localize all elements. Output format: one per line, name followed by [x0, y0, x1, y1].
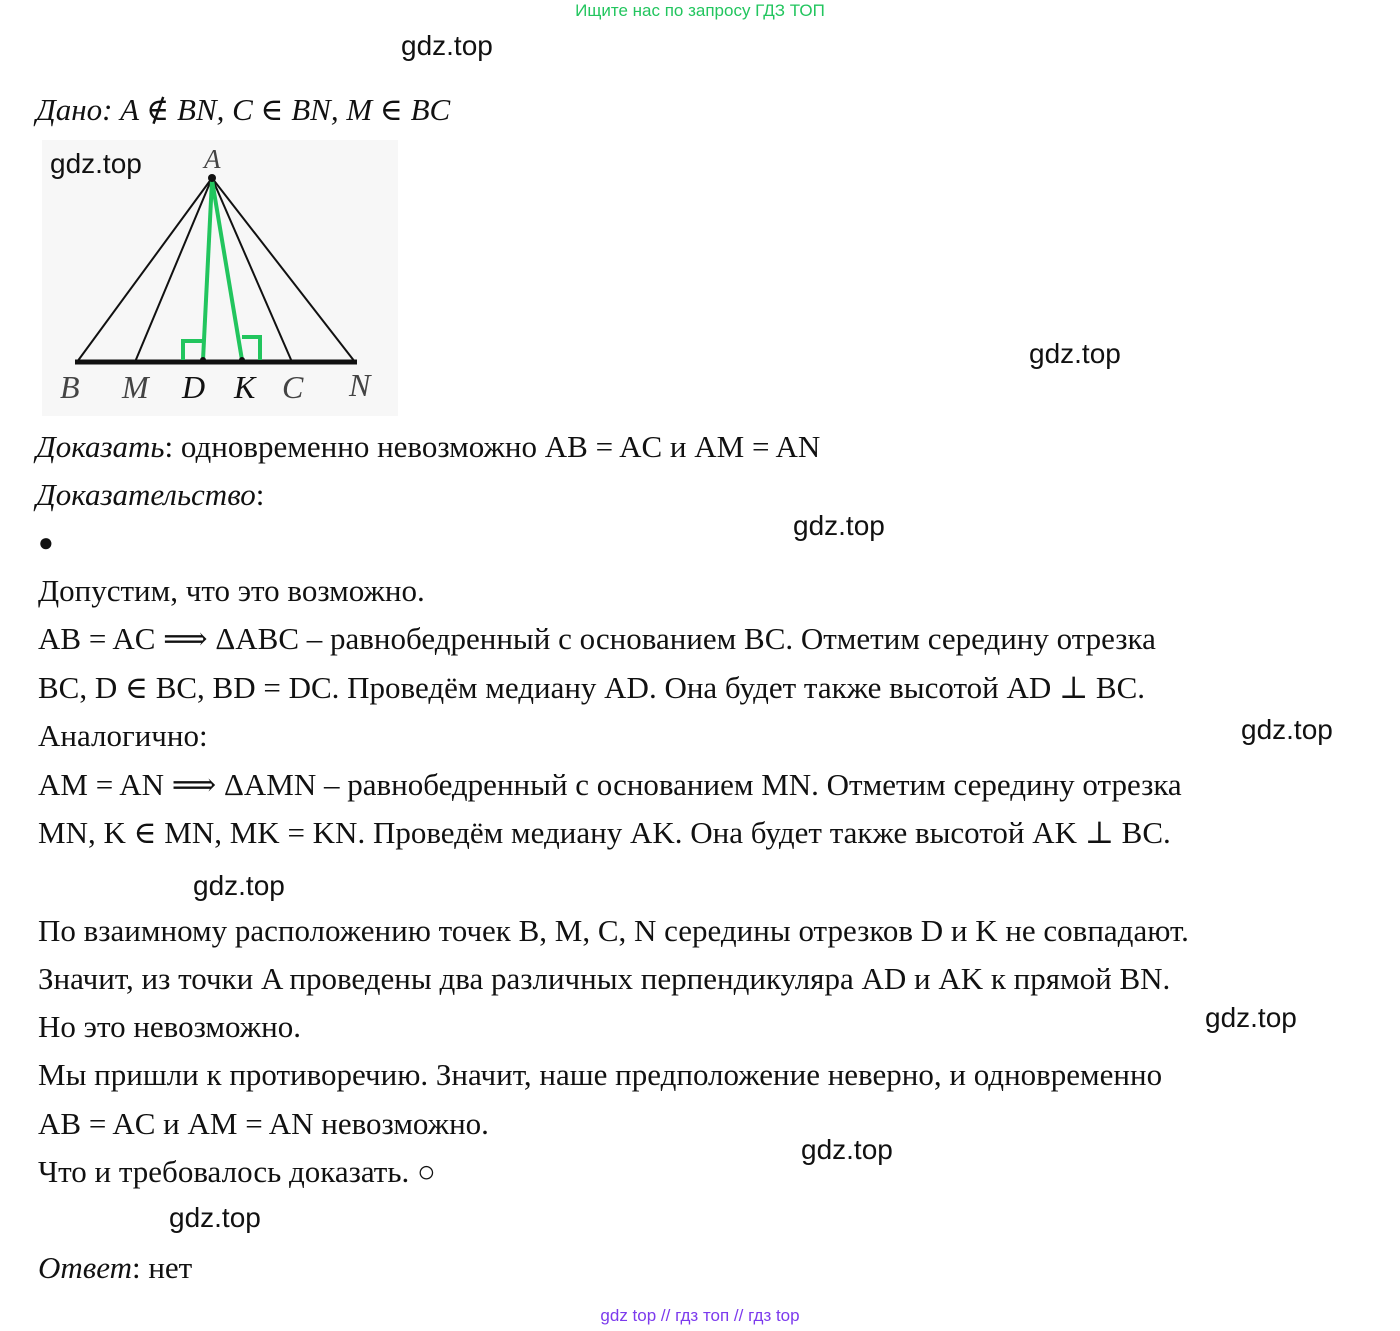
point-d — [200, 357, 206, 363]
right-angle-mark-k — [242, 337, 260, 360]
watermark: gdz.top — [50, 148, 142, 179]
bullet: ● — [38, 528, 54, 557]
segment-ab — [77, 178, 212, 362]
proof-line: BC, D ∈ BC, BD = DC. Проведём медиану AD. Она будет также высотой AD ⊥ BC. — [38, 670, 1145, 705]
prove-text: : одновременно невозможно AB = AC и AM = AN — [164, 429, 821, 464]
label-m: M — [122, 369, 149, 405]
header-banner: Ищите нас по запросу ГДЗ ТОП — [575, 1, 825, 20]
label-b: B — [60, 369, 80, 405]
proof-line: По взаимному расположению точек B, M, C, N середины отрезков D и K не совпадают. — [38, 913, 1189, 948]
median-ad — [203, 180, 212, 360]
median-ak — [212, 180, 242, 360]
watermark: gdz.top — [801, 1134, 893, 1165]
answer-text: : нет — [131, 1250, 193, 1285]
given-label: Дано — [36, 92, 103, 127]
watermark: gdz.top — [193, 870, 285, 901]
segment-an — [212, 178, 355, 362]
watermark: gdz.top — [169, 1202, 261, 1233]
prove-label: Доказать — [36, 429, 165, 464]
proof-line: Что и требовалось доказать. ○ — [38, 1154, 436, 1189]
answer-line — [38, 1250, 192, 1286]
proof-line: MN, K ∈ MN, MK = KN. Проведём медиану AK. Она будет также высотой AK ⊥ BC. — [38, 815, 1171, 850]
proof-line: Допустим, что это возможно. — [38, 573, 425, 608]
geometry-figure — [42, 140, 398, 416]
proof-line: Но это невозможно. — [38, 1009, 302, 1044]
watermark: gdz.top — [1029, 338, 1121, 369]
proof-heading — [36, 477, 264, 513]
proof-line: AM = AN ⟹ ΔAMN – равнобедренный с основанием MN. Отметим середину отрезка — [38, 767, 1182, 802]
watermark: gdz.top — [1241, 714, 1333, 745]
point-a — [208, 174, 216, 182]
watermark: gdz.top — [793, 510, 885, 541]
given-line — [36, 92, 450, 128]
watermark: gdz.top — [401, 30, 493, 61]
label-d: D — [182, 369, 206, 405]
proof-line: Аналогично: — [38, 718, 208, 753]
label-k: K — [234, 369, 256, 405]
figure-svg — [42, 140, 398, 416]
segment-ac — [212, 178, 292, 362]
prove-line — [36, 429, 820, 465]
proof-line: AB = AC ⟹ ΔABC – равнобедренный с основанием BC. Отметим середину отрезка — [38, 621, 1156, 656]
proof-line: Значит, из точки A проведены два различных перпендикуляра AD и AK к прямой BN. — [38, 961, 1171, 996]
given-text: : A ∉ BN, C ∈ BN, M ∈ BC — [102, 92, 451, 127]
label-c: C — [282, 369, 304, 405]
proof-line: AB = AC и AM = AN невозможно. — [38, 1106, 489, 1141]
watermark: gdz.top — [1205, 1002, 1297, 1033]
answer-label: Ответ — [38, 1250, 132, 1285]
label-a: A — [204, 144, 221, 174]
proof-colon: : — [255, 477, 265, 512]
proof-line: Мы пришли к противоречию. Значит, наше предположение неверно, и одновременно — [38, 1057, 1163, 1092]
label-n: N — [349, 367, 371, 403]
footer-banner: gdz top // гдз топ // гдз top — [600, 1306, 800, 1325]
segment-am — [135, 178, 212, 362]
right-angle-mark-d — [183, 341, 203, 360]
proof-label: Доказательство — [36, 477, 256, 512]
point-k — [239, 357, 245, 363]
